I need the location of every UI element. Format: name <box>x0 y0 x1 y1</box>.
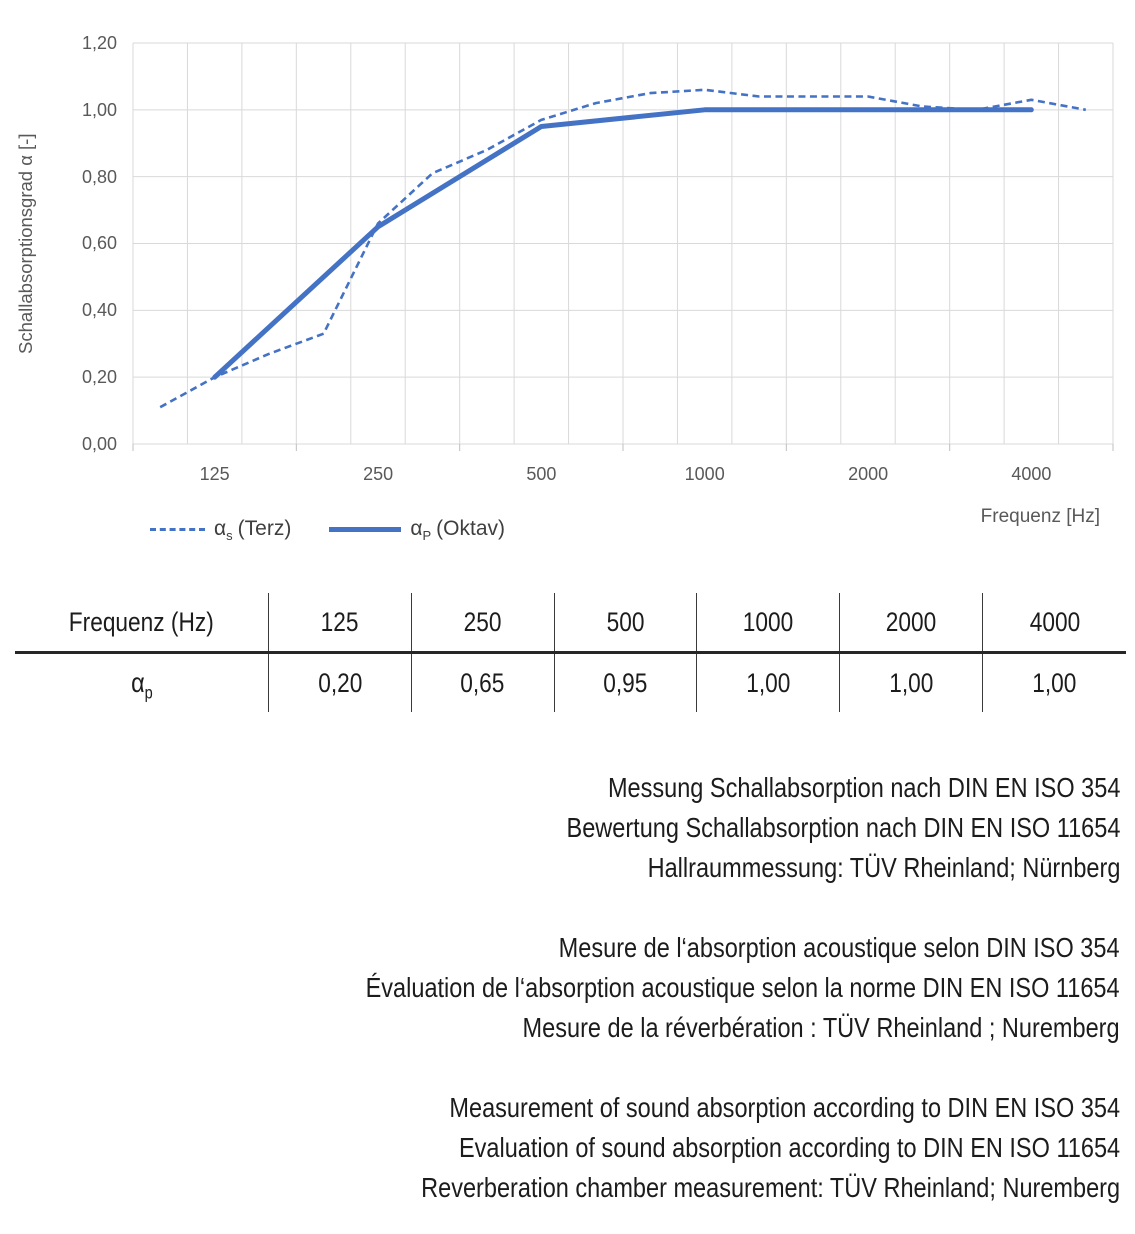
table-value-cell: 0,65 <box>412 654 555 712</box>
y-tick-label: 1,20 <box>81 33 117 53</box>
legend-label-oktav: $\alpha_P$ (Oktav) <box>410 517 505 544</box>
table-value-cell: 0,95 <box>555 654 698 712</box>
x-tick-label: 1000 <box>684 464 725 484</box>
x-tick-label: 125 <box>199 464 230 484</box>
table-header-cell: 500 <box>555 593 698 651</box>
note-line: Measurement of sound absorption according to DIN EN ISO 354 <box>449 1092 1120 1123</box>
note-line: Reverberation chamber measurement: TÜV Rheinland; Nuremberg <box>421 1172 1120 1203</box>
table-header-cell: 4000 <box>1029 606 1080 637</box>
x-axis-title: Frequenz [Hz] <box>980 506 1100 527</box>
table-header-cell: 1000 <box>697 593 840 651</box>
note-line: Hallraummessung: TÜV Rheinland; Nürnberg <box>647 852 1120 883</box>
note-line: Bewertung Schallabsorption nach DIN EN ISO 11654 <box>566 812 1120 843</box>
note-line: Evaluation of sound absorption according to DIN EN ISO 11654 <box>458 1132 1120 1163</box>
table-value-cell: 1,00 <box>697 654 840 712</box>
table-header-cell: 125 <box>269 593 412 651</box>
dashed-line-sample-icon <box>150 528 205 531</box>
x-tick-label: 4000 <box>1011 464 1052 484</box>
x-tick-label: 2000 <box>848 464 889 484</box>
table-value-cell: 0,20 <box>269 654 412 712</box>
table-value-cell: 1,00 <box>1032 667 1077 698</box>
y-tick-label: 0,40 <box>81 300 117 320</box>
solid-line-sample-icon <box>329 527 401 532</box>
table-header-frequency: Frequenz (Hz) <box>15 593 269 651</box>
y-tick-label: 0,60 <box>81 233 117 253</box>
chart-legend <box>150 517 505 544</box>
table-header-row <box>15 593 1126 654</box>
table-value-cell: 1,00 <box>840 654 983 712</box>
x-tick-label: 250 <box>363 464 394 484</box>
table-header-cell: 2000 <box>840 593 983 651</box>
note-line: Évaluation de l‘absorption acoustique selon la norme DIN EN ISO 11654 <box>366 972 1120 1003</box>
table-value-row <box>15 654 1126 712</box>
y-tick-label: 0,80 <box>81 167 117 187</box>
notes-german <box>461 768 1120 888</box>
alpha-p-label: $\alpha_p$ <box>15 654 269 712</box>
notes-french <box>222 928 1120 1048</box>
legend-label-terz: $\alpha_s$ (Terz) <box>214 517 292 544</box>
x-tick-label: 500 <box>526 464 557 484</box>
table-header-cell: 250 <box>412 593 555 651</box>
y-tick-label: 0,00 <box>81 434 117 454</box>
y-tick-label: 1,00 <box>81 100 117 120</box>
plot-area <box>133 43 1113 455</box>
note-line: Mesure de la réverbération : TÜV Rheinland ; Nuremberg <box>522 1012 1120 1043</box>
notes-english <box>288 1088 1120 1208</box>
y-axis-title: Schallabsorptionsgrad α [-] <box>15 133 36 354</box>
legend-item-oktav <box>329 517 505 544</box>
frequency-table <box>15 593 1126 712</box>
note-line: Mesure de l‘absorption acoustique selon DIN ISO 354 <box>559 932 1120 963</box>
note-line: Messung Schallabsorption nach DIN EN ISO 354 <box>607 772 1120 803</box>
y-tick-label: 0,20 <box>81 367 117 387</box>
legend-item-terz <box>150 517 292 544</box>
